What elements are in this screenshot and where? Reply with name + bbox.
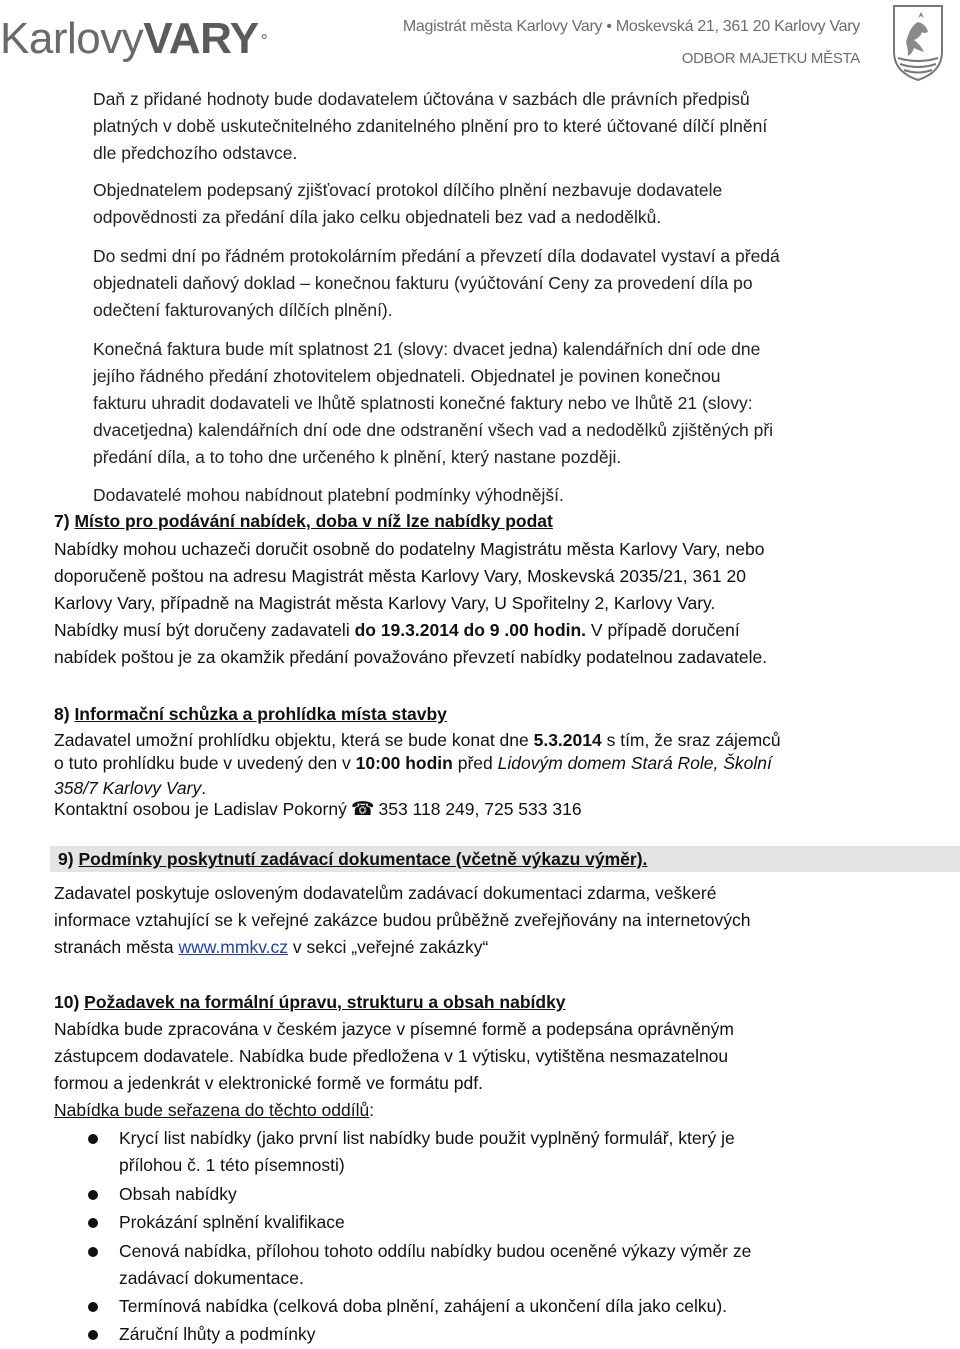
- section10-line1: Nabídka bude zpracována v českém jazyce v písemné formě a podepsána oprávněným: [54, 1019, 734, 1039]
- section9-line3: [54, 934, 488, 962]
- section8-contact: [54, 796, 582, 824]
- s8-venue-address: 358/7 Karlovy Vary: [54, 778, 202, 798]
- bullet-icon: [88, 1218, 98, 1228]
- logo-text-bold: VARY: [143, 14, 259, 63]
- section7-deadline: [54, 617, 740, 645]
- section8-title: Informační schůzka a prohlídka místa stavby: [74, 704, 447, 724]
- contact-numbers: 353 118 249, 725 533 316: [378, 799, 582, 819]
- coat-of-arms-lion-icon: [888, 2, 948, 82]
- s8-venue: Lidovým domem Stará Role, Školní: [497, 753, 772, 773]
- section7-line3: Karlovy Vary, případně na Magistrát města Karlovy Vary, U Spořitelny 2, Karlovy Vary.: [54, 593, 716, 613]
- section8-number: 8): [54, 704, 70, 724]
- header-department: ODBOR MAJETKU MĚSTA: [681, 50, 860, 67]
- s8-line1-prefix: Zadavatel umožní prohlídku objektu, která se bude konat dne: [54, 730, 534, 750]
- list-item-1-line2: přílohou č. 1 této písemnosti): [119, 1155, 345, 1175]
- deadline-date: do 19.3.2014 do 9 .00 hodin.: [354, 620, 587, 640]
- para3-line1: Do sedmi dní po řádném protokolárním předání a převzetí díla dodavatel vystaví a předá: [93, 246, 780, 266]
- para3-line3: odečtení fakturovaných dílčích plnění).: [93, 300, 393, 320]
- para4-line5: předání díla, a to toho dne určeného k plnění, který nastane později.: [93, 447, 622, 467]
- bullet-icon: [88, 1247, 98, 1257]
- contact-prefix: Kontaktní osobou je Ladislav Pokorný: [54, 799, 347, 819]
- list-item-3: Prokázání splnění kvalifikace: [119, 1212, 345, 1232]
- section7-line1: Nabídky mohou uchazeči doručit osobně do podatelny Magistrátu města Karlovy Vary, nebo: [54, 539, 765, 559]
- section8-heading: [54, 701, 447, 729]
- bullet-icon: [88, 1302, 98, 1312]
- s8-visit-time: 10:00 hodin: [355, 753, 453, 773]
- section10-line3: formou a jedenkrát v elektronické formě ve formátu pdf.: [54, 1073, 483, 1093]
- para4-line2: jejího řádného předání zhotovitelem objednateli. Objednatel je povinen konečnou: [93, 366, 721, 386]
- list-item-2: Obsah nabídky: [119, 1184, 237, 1204]
- bullet-icon: [88, 1190, 98, 1200]
- section7-line2: doporučeně poštou na adresu Magistrát města Karlovy Vary, Moskevská 2035/21, 361 20: [54, 566, 746, 586]
- para2-line1: Objednatelem podepsaný zjišťovací protokol dílčího plnění nezbavuje dodavatele: [93, 180, 723, 200]
- section9-line1: Zadavatel poskytuje osloveným dodavatelům zadávací dokumentaci zdarma, veškeré: [54, 883, 717, 903]
- bullet-icon: [88, 1330, 98, 1340]
- phone-icon: ☎: [350, 799, 375, 820]
- s9-line3-prefix: stranách města: [54, 937, 179, 957]
- page-header: [0, 0, 960, 80]
- s8-line1-suffix: s tím, že sraz zájemců: [601, 730, 781, 750]
- section8-line2: [54, 750, 772, 778]
- list-item-6: Záruční lhůty a podmínky: [119, 1324, 316, 1344]
- para1-line2: platných v době uskutečnitelného zdanitelného plnění pro to které účtované dílčí plnění: [93, 116, 768, 136]
- section10-title: Požadavek na formální úpravu, strukturu a obsah nabídky: [84, 992, 566, 1012]
- para4-line4: dvacetjedna) kalendářních dní ode dne odstranění všech vad a nedodělků zjištěných při: [93, 420, 774, 440]
- list-item-4-line1: Cenová nabídka, přílohou tohoto oddílu nabídky budou oceněné výkazy výměr ze: [119, 1241, 752, 1261]
- para3-line2: objednateli daňový doklad – konečnou fakturu (vyúčtování Ceny za provedení díla po: [93, 273, 753, 293]
- list-item-1-line1: Krycí list nabídky (jako první list nabídky bude použit vyplněný formulář, který je: [119, 1128, 735, 1148]
- logo-text-light: Karlovy: [0, 14, 144, 63]
- section7-last-line: nabídek poštou je za okamžik předání považováno převzetí nabídky podatelnou zadavatele.: [54, 647, 768, 667]
- list-intro-text: Nabídka bude seřazena do těchto oddílů: [54, 1100, 370, 1120]
- section9-number: 9): [58, 849, 74, 869]
- deadline-prefix: Nabídky musí být doručeny zadavateli: [54, 620, 355, 640]
- para4-line1: Konečná faktura bude mít splatnost 21 (slovy: dvacet jedna) kalendářních dní ode dne: [93, 339, 761, 359]
- section10-list-intro: [54, 1097, 374, 1125]
- s8-visit-date: 5.3.2014: [533, 730, 602, 750]
- section9-heading: [58, 846, 647, 874]
- logo-mark: °: [260, 31, 268, 51]
- section9-line2: informace vztahující se k veřejné zakázce budou průběžně zveřejňovány na internetových: [54, 910, 751, 930]
- section7-number: 7): [54, 511, 70, 531]
- list-intro-colon: :: [369, 1100, 375, 1120]
- section7-heading: [54, 508, 553, 536]
- para5: Dodavatelé mohou nabídnout platební podmínky výhodnější.: [93, 485, 564, 505]
- section9-title: Podmínky poskytnutí zadávací dokumentace (včetně výkazu výměr).: [78, 849, 648, 869]
- list-item-4-line2: zadávací dokumentace.: [119, 1268, 304, 1288]
- list-item-5: Termínová nabídka (celková doba plnění, zahájení a ukončení díla jako celku).: [119, 1296, 728, 1316]
- karlovy-vary-logo: [0, 14, 267, 64]
- s9-line3-suffix: v sekci „veřejné zakázky“: [288, 937, 489, 957]
- section10-heading: [54, 989, 566, 1017]
- section10-number: 10): [54, 992, 80, 1012]
- para4-line3: fakturu uhradit dodavateli ve lhůtě splatnosti konečné faktury nebo ve lhůtě 21 (slovy:: [93, 393, 753, 413]
- para1-line1: Daň z přidané hodnoty bude dodavatelem účtována v sazbách dle právních předpisů: [93, 89, 750, 109]
- section10-line2: zástupcem dodavatele. Nabídka bude předložena v 1 výtisku, vytištěna nesmazatelnou: [54, 1046, 729, 1066]
- s8-line2-mid: před: [452, 753, 498, 773]
- para2-line2: odpovědnosti za předání díla jako celku objednateli bez vad a nedodělků.: [93, 207, 662, 227]
- s8-line2-prefix: o tuto prohlídku bude v uvedený den v: [54, 753, 356, 773]
- para1-line3: dle předchozího odstavce.: [93, 143, 298, 163]
- mmkv-website-link[interactable]: www.mmkv.cz: [178, 937, 289, 957]
- s8-line3-suffix: .: [201, 778, 207, 798]
- header-address: Magistrát města Karlovy Vary • Moskevská 21, 361 20 Karlovy Vary: [402, 18, 860, 35]
- bullet-icon: [88, 1134, 98, 1144]
- section7-title: Místo pro podávání nabídek, doba v níž lze nabídky podat: [74, 511, 553, 531]
- deadline-suffix: V případě doručení: [586, 620, 740, 640]
